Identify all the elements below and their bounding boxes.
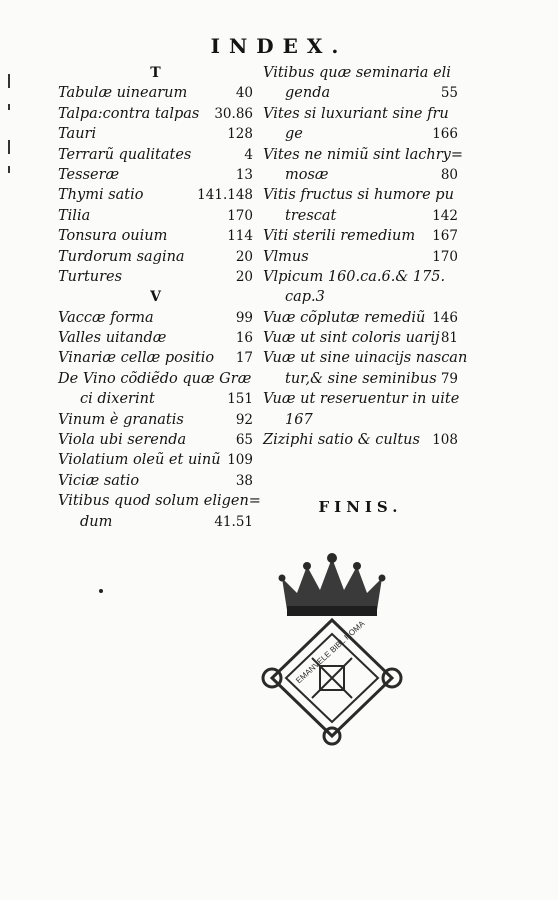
finis-text: FINIS. bbox=[318, 498, 403, 516]
index-term: ci dixerint bbox=[80, 391, 155, 408]
index-entry bbox=[263, 165, 458, 185]
page-number: 41.51 bbox=[214, 513, 253, 530]
index-entry bbox=[263, 247, 458, 267]
index-entry bbox=[58, 430, 253, 450]
margin-marks bbox=[0, 0, 20, 900]
index-entry bbox=[263, 348, 468, 368]
index-entry bbox=[263, 287, 458, 307]
index-term: Vuæ ut reseruentur in uite bbox=[263, 391, 460, 408]
index-term: ge bbox=[285, 126, 303, 143]
page-number: 81 bbox=[440, 330, 458, 347]
index-entry bbox=[263, 206, 458, 226]
index-entry bbox=[263, 389, 458, 409]
index-entry bbox=[58, 308, 253, 328]
index-entry bbox=[263, 104, 458, 124]
page-number: 80 bbox=[440, 166, 458, 183]
index-entry bbox=[58, 512, 253, 532]
page-speck bbox=[99, 589, 103, 593]
index-entry bbox=[263, 308, 458, 328]
index-entry bbox=[58, 104, 253, 124]
stamp-legend: EMANVELE BIBL ROMA bbox=[294, 619, 367, 686]
index-column-left bbox=[58, 63, 261, 532]
page-number: 151 bbox=[227, 391, 253, 408]
index-entry bbox=[263, 124, 458, 144]
index-entry bbox=[58, 185, 253, 205]
index-term: trescat bbox=[285, 207, 337, 224]
index-entry bbox=[263, 267, 458, 287]
index-entry bbox=[263, 226, 458, 246]
index-term: Vlmus bbox=[263, 248, 309, 265]
index-term: Vaccæ forma bbox=[58, 309, 154, 326]
index-term: Tesseræ bbox=[58, 166, 120, 183]
page-number: 99 bbox=[235, 309, 253, 326]
index-term: cap.3 bbox=[285, 289, 325, 306]
index-term: Violatium oleũ et uinũ bbox=[58, 452, 221, 469]
index-term: Thymi satio bbox=[58, 187, 144, 204]
index-entry bbox=[58, 450, 253, 470]
page-number: 20 bbox=[235, 268, 253, 285]
index-term: Vitibus quod solum eligen= bbox=[58, 493, 261, 510]
index-term: Vinum è granatis bbox=[58, 411, 184, 428]
page-number: 128 bbox=[227, 126, 253, 143]
index-term: dum bbox=[80, 513, 113, 530]
index-term: tur,& sine seminibus bbox=[285, 370, 437, 387]
page-number: 65 bbox=[235, 432, 253, 449]
index-term: Ziziphi satio & cultus bbox=[263, 432, 420, 449]
page-number: 108 bbox=[432, 432, 458, 449]
index-entry bbox=[263, 430, 458, 450]
page-number: 4 bbox=[244, 146, 253, 163]
index-term: Viciæ satio bbox=[58, 472, 140, 489]
page-number: 141.148 bbox=[197, 187, 253, 204]
page-number: 170 bbox=[227, 207, 253, 224]
index-entry bbox=[58, 471, 253, 491]
index-entry bbox=[58, 491, 261, 511]
index-term: Tonsura ouium bbox=[58, 228, 168, 245]
index-entry bbox=[263, 369, 458, 389]
page-number: 20 bbox=[235, 248, 253, 265]
index-term: genda bbox=[285, 85, 331, 102]
index-term: Vinariæ cellæ positio bbox=[58, 350, 215, 367]
index-entry bbox=[58, 247, 253, 267]
section-letter: V bbox=[150, 289, 161, 306]
index-entry bbox=[58, 145, 253, 165]
index-entry bbox=[263, 83, 458, 103]
page-number: 142 bbox=[432, 207, 458, 224]
index-term: 167 bbox=[285, 411, 313, 428]
index-term: mosæ bbox=[285, 166, 329, 183]
library-stamp bbox=[252, 548, 412, 748]
index-term: Terrarũ qualitates bbox=[58, 146, 192, 163]
index-term: Tauri bbox=[58, 126, 97, 143]
index-term: Vuæ ut sine uinacijs nascan bbox=[263, 350, 468, 367]
index-entry bbox=[58, 348, 253, 368]
page-number: 38 bbox=[235, 472, 253, 489]
index-entry bbox=[263, 328, 458, 348]
index-entry bbox=[58, 328, 253, 348]
page-number: 79 bbox=[440, 370, 458, 387]
index-term: Vites si luxuriant sine fru bbox=[263, 105, 449, 122]
page-number: 40 bbox=[235, 85, 253, 102]
index-entry bbox=[58, 226, 253, 246]
index-entry bbox=[263, 63, 458, 83]
page-number: 114 bbox=[227, 228, 253, 245]
page-number: 92 bbox=[235, 411, 253, 428]
page-number: 16 bbox=[235, 330, 253, 347]
page-number: 166 bbox=[432, 126, 458, 143]
index-entry bbox=[58, 124, 253, 144]
page-number: 17 bbox=[235, 350, 253, 367]
page-number: 55 bbox=[440, 85, 458, 102]
index-entry bbox=[58, 369, 253, 389]
index-term: Turdorum sagina bbox=[58, 248, 185, 265]
index-entry bbox=[263, 185, 458, 205]
section-letter: T bbox=[150, 65, 161, 81]
crown-icon bbox=[279, 553, 386, 616]
index-entry bbox=[58, 83, 253, 103]
index-entry bbox=[263, 410, 458, 430]
index-term: Vuæ cõplutæ remediũ bbox=[263, 309, 426, 326]
page-number: 167 bbox=[432, 228, 458, 245]
index-entry bbox=[58, 410, 253, 430]
page-title: INDEX. bbox=[210, 34, 348, 58]
index-term: Vlpicum 160.ca.6.& 175. bbox=[263, 268, 446, 285]
stamp-cross-frame bbox=[263, 620, 401, 744]
index-entry bbox=[58, 165, 253, 185]
index-term: Valles uitandæ bbox=[58, 330, 167, 347]
page-number: 30.86 bbox=[214, 105, 253, 122]
index-entry bbox=[263, 145, 464, 165]
index-term: Vitibus quæ seminaria eli bbox=[263, 65, 451, 81]
page-number: 13 bbox=[235, 166, 253, 183]
index-term: De Vino cõdiẽdo quæ Græ bbox=[58, 370, 252, 387]
index-entry bbox=[58, 389, 253, 409]
page-number: 146 bbox=[432, 309, 458, 326]
index-term: Vuæ ut sint coloris uarij bbox=[263, 330, 440, 347]
index-column-right bbox=[263, 63, 468, 450]
page-number: 109 bbox=[227, 452, 253, 469]
index-term: Turtures bbox=[58, 268, 123, 285]
index-term: Vitis fructus si humore pu bbox=[263, 187, 454, 204]
index-term: Vites ne nimiũ sint lachry= bbox=[263, 146, 464, 163]
page-number: 170 bbox=[432, 248, 458, 265]
index-term: Talpa:contra talpas bbox=[58, 105, 200, 122]
index-term: Viola ubi serenda bbox=[58, 432, 187, 449]
index-term: Viti sterili remedium bbox=[263, 228, 416, 245]
index-term: Tabulæ uinearum bbox=[58, 85, 188, 102]
index-entry bbox=[58, 206, 253, 226]
index-entry bbox=[58, 267, 253, 287]
index-term: Tilia bbox=[58, 207, 91, 224]
